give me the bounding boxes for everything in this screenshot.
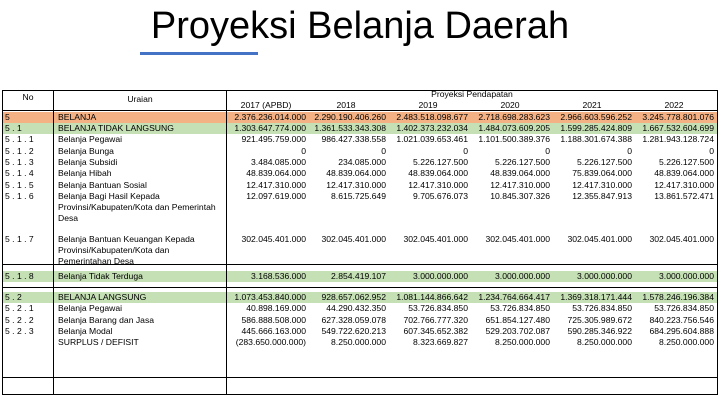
row-value: 2.290.190.406.260 <box>314 112 386 122</box>
row-value: 48.839.064.000 <box>408 168 468 178</box>
row-value: 1.021.039.653.461 <box>396 134 468 144</box>
row-value: 0 <box>381 146 386 156</box>
row-value: 445.666.163.000 <box>241 326 306 336</box>
row-value: 684.295.604.888 <box>649 326 714 336</box>
row-value: 5.226.127.500 <box>495 157 550 167</box>
row-uraian: Belanja Pegawai <box>58 303 123 313</box>
header-uraian: Uraian <box>127 94 153 104</box>
row-number: 5 . 2 . 2 <box>5 315 34 325</box>
row-value: 8.323.669.827 <box>413 337 468 347</box>
row-value: 1.101.500.389.376 <box>478 134 550 144</box>
row-number: 5 . 1 <box>5 123 22 133</box>
row-value: 1.234.764.664.417 <box>478 292 550 302</box>
row-value: 5.226.127.500 <box>413 157 468 167</box>
row-value: 590.285.346.922 <box>567 326 632 336</box>
row-value: 921.495.759.000 <box>241 134 306 144</box>
row-value: 3.000.000.000 <box>659 271 714 281</box>
row-number: 5 . 1 . 7 <box>5 234 34 244</box>
row-value: 1.369.318.171.444 <box>560 292 632 302</box>
row-uraian: Belanja Barang dan Jasa <box>58 315 155 325</box>
row-number: 5 . 1 . 3 <box>5 157 34 167</box>
row-number: 5 . 1 . 6 <box>5 191 34 201</box>
row-number: 5 . 1 . 8 <box>5 271 34 281</box>
header-no: No <box>22 92 34 102</box>
row-uraian: Belanja Tidak Terduga <box>58 271 143 281</box>
row-value: 75.839.064.000 <box>572 168 632 178</box>
row-separator <box>2 377 718 378</box>
row-value: 8.250.000.000 <box>659 337 714 347</box>
row-uraian: Belanja Hibah <box>58 168 112 178</box>
row-value: 1.599.285.424.809 <box>560 123 632 133</box>
row-value: 12.417.310.000 <box>490 180 550 190</box>
row-value: 529.203.702.087 <box>485 326 550 336</box>
row-value: 53.726.834.850 <box>408 303 468 313</box>
row-value: 586.888.508.000 <box>241 315 306 325</box>
row-value: 2.483.518.098.677 <box>396 112 468 122</box>
row-value: 8.250.000.000 <box>577 337 632 347</box>
row-value: 48.839.064.000 <box>246 168 306 178</box>
row-uraian: Belanja Bagi Hasil Kepada <box>58 191 160 201</box>
row-value: 10.845.307.326 <box>490 191 550 201</box>
row-value: 1.281.943.128.724 <box>642 134 714 144</box>
row-value: 651.854.127.480 <box>485 315 550 325</box>
row-value: 2.376.236.014.000 <box>234 112 306 122</box>
row-value: 53.726.834.850 <box>490 303 550 313</box>
row-value: 48.839.064.000 <box>326 168 386 178</box>
row-value: 607.345.652.382 <box>403 326 468 336</box>
row-value: 8.250.000.000 <box>331 337 386 347</box>
page-title: Proyeksi Belanja Daerah <box>150 5 570 47</box>
row-value: 1.402.373.232.034 <box>396 123 468 133</box>
budget-table <box>2 90 718 395</box>
row-value: 5.226.127.500 <box>577 157 632 167</box>
row-value: 3.168.536.000 <box>251 271 306 281</box>
row-value: 48.839.064.000 <box>654 168 714 178</box>
row-value: 986.427.338.558 <box>321 134 386 144</box>
row-number: 5 . 2 . 3 <box>5 326 34 336</box>
row-value: 0 <box>463 146 468 156</box>
row-uraian: BELANJA <box>58 112 97 122</box>
row-number: 5 . 1 . 4 <box>5 168 34 178</box>
row-value: 702.766.777.320 <box>403 315 468 325</box>
row-uraian: SURPLUS / DEFISIT <box>58 337 139 347</box>
row-value: 3.000.000.000 <box>577 271 632 281</box>
header-group: Proyeksi Pendapatan <box>431 89 513 99</box>
header-year: 2017 (APBD) <box>240 100 292 110</box>
row-uraian: Belanja Pegawai <box>58 134 123 144</box>
row-value: 302.045.401.000 <box>485 234 550 244</box>
row-uraian: Belanja Modal <box>58 326 113 336</box>
row-value: 0 <box>627 146 632 156</box>
row-value: 302.045.401.000 <box>649 234 714 244</box>
row-value: 928.657.062.952 <box>321 292 386 302</box>
row-value: 1.667.532.604.699 <box>642 123 714 133</box>
row-value: 2.718.698.283.623 <box>478 112 550 122</box>
row-value: 12.417.310.000 <box>326 180 386 190</box>
row-value: 9.705.676.073 <box>413 191 468 201</box>
row-separator <box>2 110 718 111</box>
header-year: 2019 <box>418 100 438 110</box>
row-value: 48.839.064.000 <box>490 168 550 178</box>
row-separator <box>2 287 718 288</box>
row-value: 1.081.144.866.642 <box>396 292 468 302</box>
row-uraian: BELANJA TIDAK LANGSUNG <box>58 123 174 133</box>
row-value: 1.484.073.609.205 <box>478 123 550 133</box>
row-number: 5 . 1 . 1 <box>5 134 34 144</box>
row-value: 44.290.432.350 <box>326 303 386 313</box>
row-number: 5 . 1 . 2 <box>5 146 34 156</box>
row-uraian-line2: Provinsi/Kabupaten/Kota dan <box>58 245 170 255</box>
row-value: 1.578.246.196.384 <box>642 292 714 302</box>
row-value: 302.045.401.000 <box>321 234 386 244</box>
row-uraian: Belanja Subsidi <box>58 157 118 167</box>
row-value: 1.073.453.840.000 <box>234 292 306 302</box>
row-value: (283.650.000.000) <box>235 337 306 347</box>
header-year: 2021 <box>582 100 602 110</box>
row-uraian: Belanja Bantuan Keuangan Kepada <box>58 234 195 244</box>
row-uraian: Belanja Bantuan Sosial <box>58 180 147 190</box>
header-year: 2018 <box>336 100 356 110</box>
row-value: 3.000.000.000 <box>495 271 550 281</box>
row-value: 725.305.989.672 <box>567 315 632 325</box>
row-value: 12.417.310.000 <box>654 180 714 190</box>
title-underline <box>140 52 258 55</box>
row-value: 12.417.310.000 <box>246 180 306 190</box>
row-value: 0 <box>301 146 306 156</box>
row-value: 1.188.301.674.388 <box>560 134 632 144</box>
row-value: 53.726.834.850 <box>572 303 632 313</box>
row-value: 2.966.603.596.252 <box>560 112 632 122</box>
row-value: 12.417.310.000 <box>408 180 468 190</box>
row-value: 549.722.620.213 <box>321 326 386 336</box>
row-value: 8.250.000.000 <box>495 337 550 347</box>
row-uraian-line2: Provinsi/Kabupaten/Kota dan Pemerintah <box>58 202 216 212</box>
row-uraian-line3: Desa <box>58 213 79 223</box>
row-value: 13.861.572.471 <box>654 191 714 201</box>
row-uraian: BELANJA LANGSUNG <box>58 292 147 302</box>
row-value: 302.045.401.000 <box>241 234 306 244</box>
row-uraian: Belanja Bunga <box>58 146 114 156</box>
row-value: 302.045.401.000 <box>403 234 468 244</box>
row-value: 12.097.619.000 <box>246 191 306 201</box>
row-value: 0 <box>545 146 550 156</box>
row-value: 627.328.059.078 <box>321 315 386 325</box>
header-year: 2022 <box>664 100 684 110</box>
row-number: 5 . 1 . 5 <box>5 180 34 190</box>
row-value: 8.615.725.649 <box>331 191 386 201</box>
header-year: 2020 <box>500 100 520 110</box>
row-value: 12.417.310.000 <box>572 180 632 190</box>
row-value: 1.361.533.343.308 <box>314 123 386 133</box>
row-value: 3.484.085.000 <box>251 157 306 167</box>
row-uraian-line3: Pemerintahan Desa <box>58 256 134 266</box>
row-value: 1.303.647.774.000 <box>234 123 306 133</box>
row-value: 40.898.169.000 <box>246 303 306 313</box>
row-number: 5 . 2 . 1 <box>5 303 34 313</box>
row-value: 840.223.756.546 <box>649 315 714 325</box>
row-value: 53.726.834.850 <box>654 303 714 313</box>
row-number: 5 <box>5 112 10 122</box>
row-value: 2.854.419.107 <box>331 271 386 281</box>
row-value: 234.085.000 <box>338 157 386 167</box>
row-value: 5.226.127.500 <box>659 157 714 167</box>
row-value: 302.045.401.000 <box>567 234 632 244</box>
row-number: 5 . 2 <box>5 292 22 302</box>
row-value: 3.245.778.801.076 <box>642 112 714 122</box>
row-value: 0 <box>709 146 714 156</box>
row-value: 12.355.847.913 <box>572 191 632 201</box>
row-value: 3.000.000.000 <box>413 271 468 281</box>
